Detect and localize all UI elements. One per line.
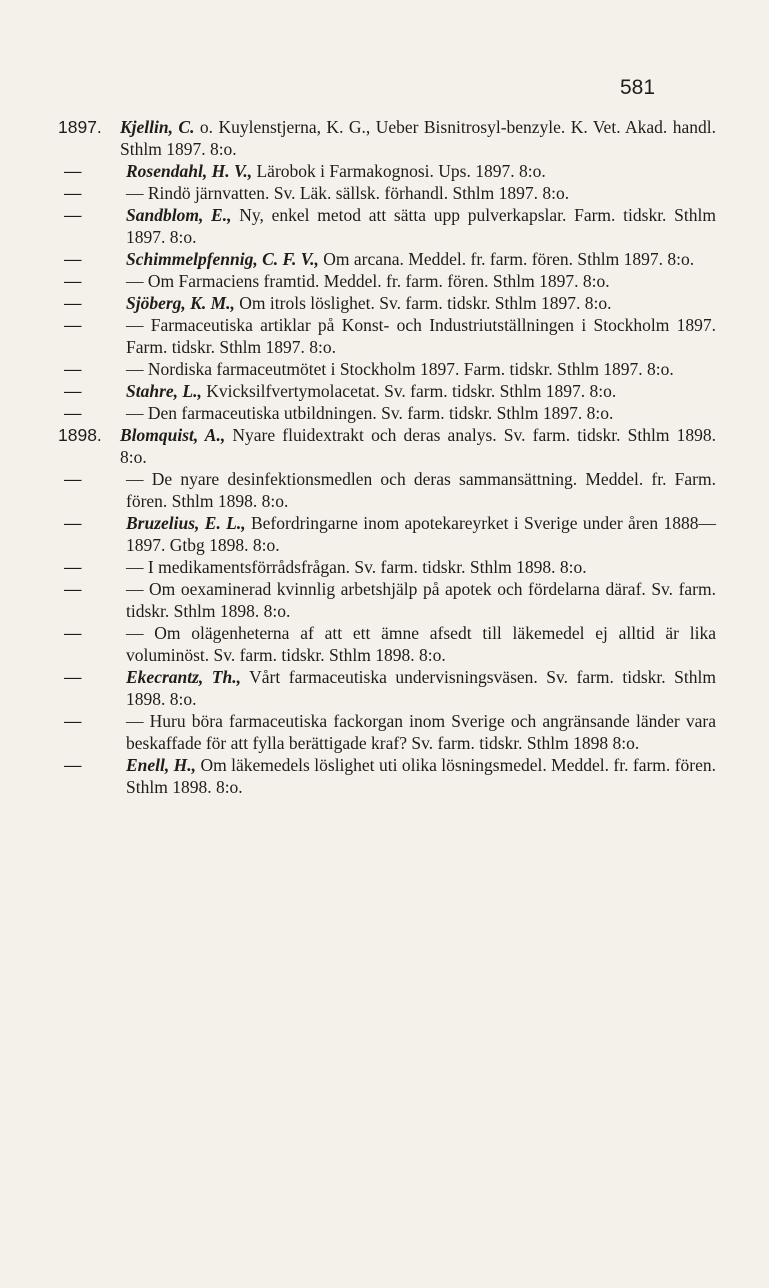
entry-text: — Nordiska farmaceutmötet i Stockholm 1897. Farm. tidskr. Sthlm 1897. 8:o. (126, 359, 674, 379)
bibliography-entry (58, 292, 716, 314)
entry-text: Befordringarne inom apotekareyrket i Sverige under åren 1888—1897. Gtbg 1898. 8:o. (126, 513, 716, 555)
entry-text: Kvicksilfvertymolacetat. Sv. farm. tidskr. Sthlm 1897. 8:o. (201, 381, 617, 401)
entry-text: — Om Farmaciens framtid. Meddel. fr. farm. fören. Sthlm 1897. 8:o. (126, 271, 610, 291)
entry-text: Om läkemedels löslighet uti olika lösningsmedel. Meddel. fr. farm. fören. Sthlm 1898. 8:o. (126, 755, 716, 797)
entry-author: Enell, H., (126, 755, 197, 775)
entry-body (126, 204, 716, 248)
page-number: 581 (620, 76, 656, 99)
entry-year: 1898. (58, 425, 102, 445)
entry-year: — (64, 315, 82, 335)
entry-body (126, 270, 716, 292)
bibliography-entry (58, 424, 716, 468)
entry-body (126, 556, 716, 578)
entry-text: — Om olägenheterna af att ett ämne afsedt till läkemedel ej alltid är lika voluminöst. Sv. farm. tidskr. Sthlm 1898. 8:o. (126, 623, 716, 665)
entry-author: Bruzelius, E. L., (126, 513, 246, 533)
entry-body (126, 666, 716, 710)
bibliography-entry (58, 578, 716, 622)
entry-author: Sjöberg, K. M., (126, 293, 235, 313)
bibliography-entry (58, 204, 716, 248)
bibliography-entry (58, 622, 716, 666)
entry-body (126, 622, 716, 666)
entry-year: — (64, 711, 82, 731)
entry-year: — (64, 403, 82, 423)
entry-body (126, 578, 716, 622)
entry-body (126, 402, 716, 424)
entry-text: Om arcana. Meddel. fr. farm. fören. Sthlm 1897. 8:o. (318, 249, 695, 269)
entry-body (120, 424, 716, 468)
entry-year: — (64, 667, 82, 687)
entry-year: — (64, 359, 82, 379)
entry-year: — (64, 513, 82, 533)
bibliography-entry (58, 754, 716, 798)
entry-year: — (64, 205, 82, 225)
entry-text: Ny, enkel metod att sätta upp pulverkapslar. Farm. tidskr. Sthlm 1897. 8:o. (126, 205, 716, 247)
bibliography-entry (58, 402, 716, 424)
entry-year: — (64, 249, 82, 269)
entry-author: Sandblom, E., (126, 205, 232, 225)
bibliography-entry (58, 116, 716, 160)
entry-year: — (64, 469, 82, 489)
bibliography-entry (58, 314, 716, 358)
bibliography-entry (58, 556, 716, 578)
entry-text: — Om oexaminerad kvinnlig arbetshjälp på apotek och fördelarna däraf. Sv. farm. tidskr. Sthlm 1898. 8:o. (126, 579, 716, 621)
entry-body (126, 754, 716, 798)
entry-year: 1897. (58, 117, 102, 137)
entry-text: Nyare fluidextrakt och deras analys. Sv. farm. tidskr. Sthlm 1898. 8:o. (120, 425, 716, 467)
entry-body (126, 160, 716, 182)
entry-year: — (64, 579, 82, 599)
bibliography-entry (58, 160, 716, 182)
bibliography-entry (58, 270, 716, 292)
entry-year: — (64, 293, 82, 313)
entry-text: Vårt farmaceutiska undervisningsväsen. Sv. farm. tidskr. Sthlm 1898. 8:o. (126, 667, 716, 709)
bibliography-entry (58, 248, 716, 270)
bibliography-entry (58, 182, 716, 204)
entry-text: — Den farmaceutiska utbildningen. Sv. farm. tidskr. Sthlm 1897. 8:o. (126, 403, 614, 423)
entry-year: — (64, 161, 82, 181)
entry-year: — (64, 623, 82, 643)
bibliography-entry (58, 666, 716, 710)
entry-text: — De nyare desinfektionsmedlen och deras sammansättning. Meddel. fr. Farm. fören. Sthlm 1898. 8:o. (126, 469, 716, 511)
entry-year: — (64, 381, 82, 401)
entry-author: Blomquist, A., (120, 425, 226, 445)
entry-author: Ekecrantz, Th., (126, 667, 241, 687)
bibliography-entry (58, 710, 716, 754)
bibliography-entry (58, 358, 716, 380)
bibliography-entry (58, 380, 716, 402)
bibliography-entry (58, 512, 716, 556)
entry-body (126, 358, 716, 380)
entry-body (126, 468, 716, 512)
entry-body (126, 314, 716, 358)
entry-body (126, 512, 716, 556)
entry-body (126, 380, 716, 402)
entry-text: Lärobok i Farmakognosi. Ups. 1897. 8:o. (252, 161, 546, 181)
entry-body (120, 116, 716, 160)
entry-year: — (64, 557, 82, 577)
entry-body (126, 292, 716, 314)
entry-text: Om itrols löslighet. Sv. farm. tidskr. Sthlm 1897. 8:o. (234, 293, 612, 313)
entry-year: — (64, 755, 82, 775)
entry-author: Rosendahl, H. V., (126, 161, 253, 181)
entry-body (126, 248, 716, 270)
entry-year: — (64, 183, 82, 203)
bibliography-list (58, 116, 716, 798)
entry-author: Kjellin, C. (120, 117, 195, 137)
entry-text: — I medikamentsförrådsfrågan. Sv. farm. tidskr. Sthlm 1898. 8:o. (126, 557, 587, 577)
entry-body (126, 182, 716, 204)
entry-text: o. Kuylenstjerna, K. G., Ueber Bisnitrosyl-benzyle. K. Vet. Akad. handl. Sthlm 1897. 8:o. (120, 117, 716, 159)
entry-text: — Huru böra farmaceutiska fackorgan inom Sverige och angränsande länder vara beskaffade för att fylla berättigade kraf? Sv. farm. tidskr. Sthlm 1898 8:o. (126, 711, 716, 753)
entry-body (126, 710, 716, 754)
entry-text: — Farmaceutiska artiklar på Konst- och Industriutställningen i Stockholm 1897. Farm. tidskr. Sthlm 1897. 8:o. (126, 315, 716, 357)
entry-author: Schimmelpfennig, C. F. V., (126, 249, 319, 269)
entry-author: Stahre, L., (126, 381, 202, 401)
bibliography-entry (58, 468, 716, 512)
entry-year: — (64, 271, 82, 291)
entry-text: — Rindö järnvatten. Sv. Läk. sällsk. förhandl. Sthlm 1897. 8:o. (126, 183, 570, 203)
